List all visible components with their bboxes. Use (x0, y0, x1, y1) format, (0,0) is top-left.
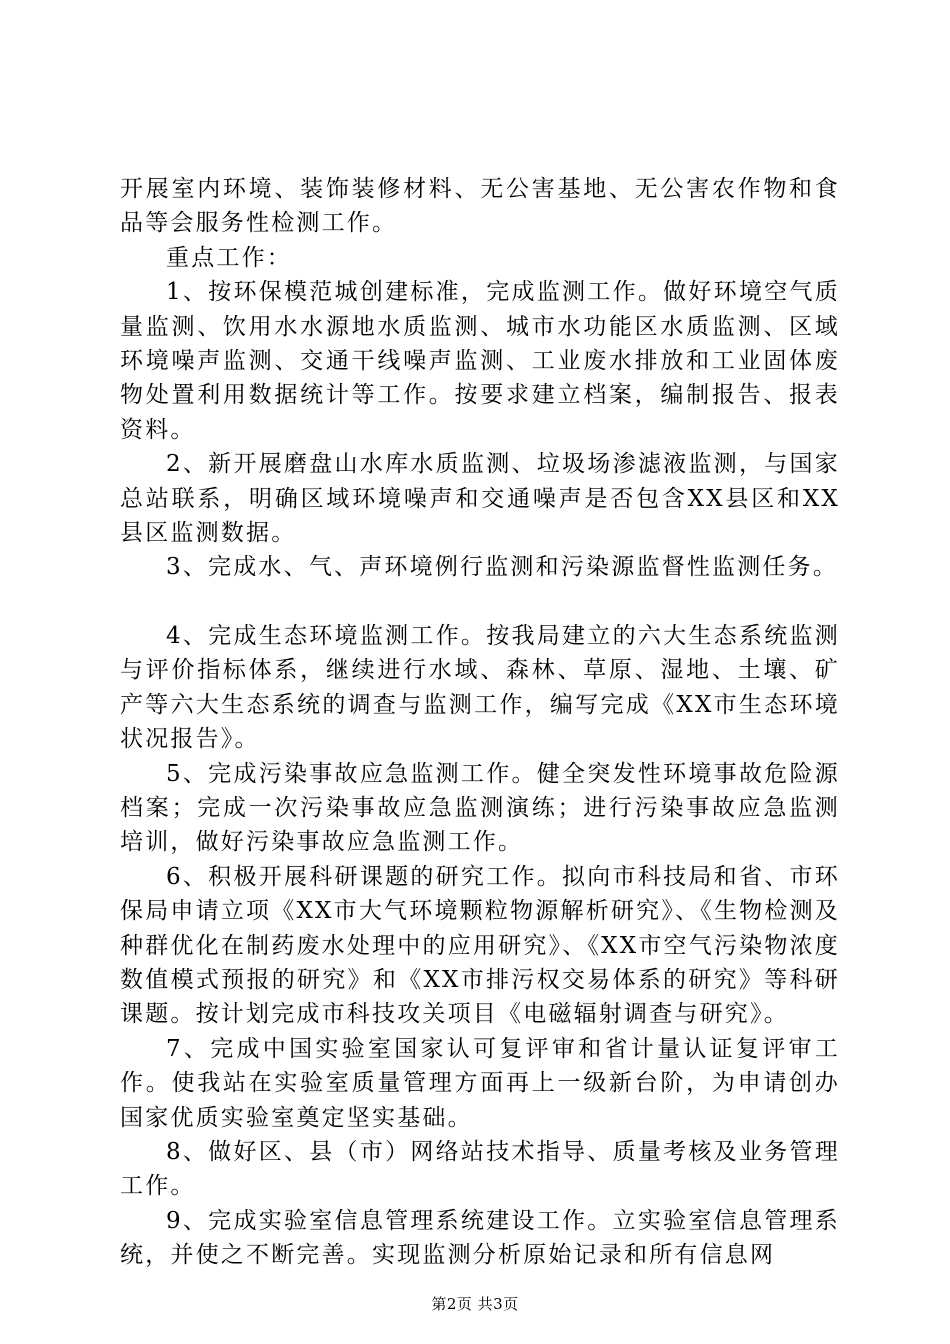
page-number-footer: 第2页 共3页 (431, 1295, 519, 1313)
paragraph-item-1: 1、按环保模范城创建标准，完成监测工作。做好环境空气质量监测、饮用水水源地水质监测、城市水功能区水质监测、区域环境噪声监测、交通干线噪声监测、工业废水排放和工业固体废物处置利用数据统计等工作。按要求建立档案，编制报告、报表资料。 (120, 279, 840, 443)
paragraph-item-3: 3、完成水、气、声环境例行监测和污染源监督性监测任务。 (166, 554, 839, 581)
paragraph-item-7: 7、完成中国实验室国家认可复评审和省计量认证复评审工作。使我站在实验室质量管理方面再上一级新台阶，为申请创办国家优质实验室奠定坚实基础。 (120, 1035, 840, 1131)
paragraph-item-9: 9、完成实验室信息管理系统建设工作。立实验室信息管理系统，并使之不断完善。实现监测分析原始记录和所有信息网 (120, 1207, 840, 1269)
paragraph-item-6: 6、积极开展科研课题的研究工作。拟向市科技局和省、市环保局申请立项《XX市大气环境颗粒物源解析研究》、《生物检测及种群优化在制药废水处理中的应用研究》、《XX市空气污染物浓度数值模式预报的研究》和《XX市排污权交易体系的研究》等科研课题。按计划完成市科技攻关项目《电磁辐射调查与研究》。 (120, 863, 840, 1028)
paragraph-item-8: 8、做好区、县（市）网络站技术指导、质量考核及业务管理工作。 (120, 1138, 840, 1200)
paragraph-item-2: 2、新开展磨盘山水库水质监测、垃圾场渗滤液监测，与国家总站联系，明确区域环境噪声和交通噪声是否包含XX县区和XX县区监测数据。 (120, 451, 840, 547)
paragraph-item-4: 4、完成生态环境监测工作。按我局建立的六大生态系统监测与评价指标体系，继续进行水域、森林、草原、湿地、土壤、矿产等六大生态系统的调查与监测工作，编写完成《XX市生态环境状况报告》。 (120, 622, 840, 753)
paragraph-item-5: 5、完成污染事故应急监测工作。健全突发性环境事故危险源档案；完成一次污染事故应急监测演练；进行污染事故应急监测培训，做好污染事故应急监测工作。 (120, 760, 840, 856)
paragraph-continuation: 开展室内环境、装饰装修材料、无公害基地、无公害农作物和食品等会服务性检测工作。 (120, 176, 840, 237)
section-heading-key-work: 重点工作： (166, 244, 292, 271)
document-body (120, 172, 840, 1273)
